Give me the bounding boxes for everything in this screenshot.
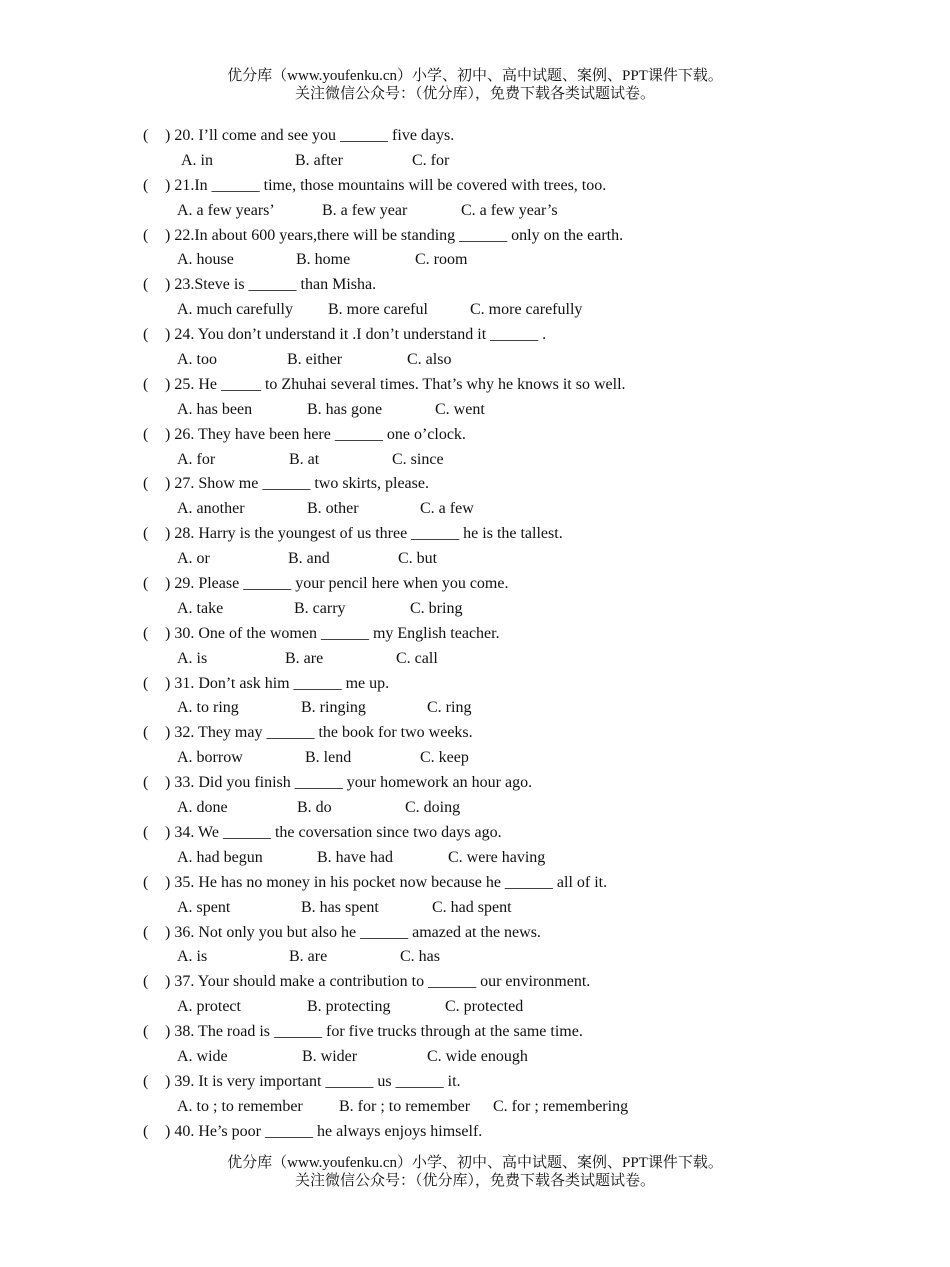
option-b: B. have had [317, 848, 393, 866]
question-text: ) 26. They have been here ______ one o’clock. [165, 425, 466, 443]
option-b: B. at [289, 450, 320, 468]
option-a: A. for [177, 450, 216, 468]
question-text: ) 38. The road is ______ for five trucks through at the same time. [165, 1023, 583, 1041]
question-stem [143, 721, 843, 746]
option-a: A. to ; to remember [177, 1097, 303, 1115]
answer-blank-paren: ( [143, 923, 149, 941]
option-row [143, 995, 843, 1020]
page-header [0, 67, 950, 103]
question-text: ) 24. You don’t understand it .I don’t understand it ______ . [165, 326, 547, 344]
question-text: ) 35. He has no money in his pocket now because he ______ all of it. [165, 873, 608, 891]
question-text: ) 28. Harry is the youngest of us three ______ he is the tallest. [165, 525, 563, 543]
option-c: C. keep [420, 749, 469, 767]
question-text: ) 20. I’ll come and see you ______ five days. [165, 127, 455, 144]
option-c: C. doing [405, 799, 461, 817]
option-row [143, 896, 843, 921]
option-a: A. borrow [177, 749, 243, 767]
question-text: ) 33. Did you finish ______ your homework an hour ago. [165, 774, 533, 792]
answer-blank-paren: ( [143, 226, 149, 244]
option-c: C. were having [448, 848, 546, 866]
answer-blank-paren: ( [143, 1072, 149, 1090]
option-c: C. room [415, 251, 468, 269]
option-b: B. has gone [307, 400, 383, 418]
option-c: C. went [435, 400, 485, 418]
option-a: A. another [177, 500, 245, 518]
question-text: ) 34. We ______ the coversation since two days ago. [165, 823, 502, 841]
option-b: B. carry [294, 599, 346, 617]
answer-blank-paren: ( [143, 674, 149, 692]
option-b: B. has spent [301, 898, 379, 916]
option-c: C. ring [427, 699, 472, 717]
question-stem [143, 821, 843, 846]
question-stem [143, 224, 843, 249]
option-a: A. to ring [177, 699, 239, 717]
question-stem [143, 622, 843, 647]
option-a: A. is [177, 948, 208, 966]
option-b: B. wider [302, 1047, 358, 1065]
question-stem [143, 1070, 843, 1095]
option-row [143, 1095, 843, 1120]
option-b: B. ringing [301, 699, 366, 717]
option-c: C. has [400, 948, 440, 966]
answer-blank-paren: ( [143, 774, 149, 792]
option-row [143, 746, 843, 771]
option-row [143, 298, 843, 323]
option-row [143, 696, 843, 721]
option-c: C. for [412, 151, 450, 169]
answer-blank-paren: ( [143, 624, 149, 642]
option-row [143, 149, 843, 174]
footer-line-2: 关注微信公众号：（优分库），免费下载各类试题试卷。 [294, 1173, 655, 1189]
option-row [143, 199, 843, 224]
question-stem [143, 273, 843, 298]
answer-blank-paren: ( [143, 1122, 149, 1140]
option-c: C. since [392, 450, 444, 468]
answer-blank-paren: ( [143, 973, 149, 991]
option-b: B. for ; to remember [339, 1097, 471, 1115]
option-c: C. but [398, 550, 438, 568]
option-a: A. too [177, 351, 217, 369]
question-stem [143, 970, 843, 995]
option-a: A. protect [177, 998, 241, 1016]
option-a: A. spent [177, 898, 231, 916]
question-text: ) 22.In about 600 years,there will be standing ______ only on the earth. [165, 226, 624, 244]
question-text: ) 37. Your should make a contribution to ______ our environment. [165, 973, 591, 991]
question-stem [143, 522, 843, 547]
option-c: C. had spent [432, 898, 512, 916]
option-a: A. much carefully [177, 301, 293, 319]
answer-blank-paren: ( [143, 525, 149, 543]
question-stem [143, 472, 843, 497]
page-footer [0, 1154, 950, 1190]
question-text: ) 40. He’s poor ______ he always enjoys himself. [165, 1122, 483, 1140]
option-a: A. house [177, 251, 234, 269]
option-c: C. call [396, 649, 438, 667]
question-text: ) 30. One of the women ______ my English teacher. [165, 624, 500, 642]
option-c: C. a few [420, 500, 474, 518]
question-stem [143, 771, 843, 796]
option-c: C. bring [410, 599, 463, 617]
option-b: B. are [289, 948, 328, 966]
question-stem [143, 373, 843, 398]
answer-blank-paren: ( [143, 575, 149, 593]
option-row [143, 448, 843, 473]
question-list [143, 124, 843, 1145]
question-stem [143, 1020, 843, 1045]
option-row [143, 647, 843, 672]
option-b: B. lend [305, 749, 352, 767]
question-stem [143, 921, 843, 946]
option-a: A. a few years’ [177, 201, 275, 219]
question-stem [143, 572, 843, 597]
option-b: B. do [297, 799, 332, 817]
question-stem [143, 672, 843, 697]
option-row [143, 398, 843, 423]
answer-blank-paren: ( [143, 724, 149, 742]
question-text: ) 36. Not only you but also he ______ amazed at the news. [165, 923, 541, 941]
answer-blank-paren: ( [143, 475, 149, 493]
question-text: ) 29. Please ______ your pencil here when you come. [165, 575, 509, 593]
option-b: B. more careful [328, 301, 428, 319]
option-a: A. in [181, 151, 213, 169]
option-c: C. for ; remembering [493, 1097, 629, 1115]
footer-line-1: 优分库（www.youfenku.cn）小学、初中、高中试题、案例、PPT课件下载。 [227, 1155, 723, 1171]
question-text: ) 21.In ______ time, those mountains will be covered with trees, too. [165, 176, 607, 194]
question-stem [143, 423, 843, 448]
answer-blank-paren: ( [143, 823, 149, 841]
option-a: A. done [177, 799, 228, 817]
question-stem [143, 1120, 843, 1145]
option-b: B. either [287, 351, 343, 369]
option-a: A. is [177, 649, 208, 667]
option-b: B. home [296, 251, 351, 269]
question-text: ) 39. It is very important ______ us ______ it. [165, 1072, 461, 1090]
option-row [143, 248, 843, 273]
header-line-2: 关注微信公众号：（优分库），免费下载各类试题试卷。 [294, 86, 655, 102]
answer-blank-paren: ( [143, 176, 149, 194]
question-text: ) 25. He _____ to Zhuhai several times. That’s why he knows it so well. [165, 375, 626, 393]
option-row [143, 547, 843, 572]
option-a: A. take [177, 599, 224, 617]
option-a: A. had begun [177, 848, 263, 866]
option-b: B. a few year [322, 201, 408, 219]
option-row [143, 796, 843, 821]
option-row [143, 846, 843, 871]
question-text: ) 31. Don’t ask him ______ me up. [165, 674, 390, 692]
answer-blank-paren: ( [143, 873, 149, 891]
option-row [143, 945, 843, 970]
option-row [143, 497, 843, 522]
option-c: C. more carefully [470, 301, 583, 319]
option-a: A. has been [177, 400, 253, 418]
option-c: C. wide enough [427, 1047, 528, 1065]
answer-blank-paren: ( [143, 375, 149, 393]
answer-blank-paren: ( [143, 425, 149, 443]
question-text: ) 32. They may ______ the book for two weeks. [165, 724, 473, 742]
header-line-1: 优分库（www.youfenku.cn）小学、初中、高中试题、案例、PPT课件下载。 [227, 68, 723, 84]
question-stem [143, 174, 843, 199]
option-row [143, 1045, 843, 1070]
option-c: C. also [407, 351, 452, 369]
option-b: B. after [295, 151, 343, 169]
question-stem [143, 871, 843, 896]
question-text: ) 27. Show me ______ two skirts, please. [165, 475, 429, 493]
option-row [143, 597, 843, 622]
option-row [143, 348, 843, 373]
option-b: B. other [307, 500, 359, 518]
option-b: B. protecting [307, 998, 391, 1016]
answer-blank-paren: ( [143, 127, 149, 144]
question-stem [143, 323, 843, 348]
option-c: C. a few year’s [461, 201, 558, 219]
option-b: B. and [288, 550, 330, 568]
option-c: C. protected [445, 998, 524, 1016]
answer-blank-paren: ( [143, 276, 149, 294]
option-a: A. wide [177, 1047, 228, 1065]
answer-blank-paren: ( [143, 1023, 149, 1041]
question-text: ) 23.Steve is ______ than Misha. [165, 276, 377, 294]
option-b: B. are [285, 649, 324, 667]
answer-blank-paren: ( [143, 326, 149, 344]
option-a: A. or [177, 550, 210, 568]
question-stem [143, 124, 843, 149]
